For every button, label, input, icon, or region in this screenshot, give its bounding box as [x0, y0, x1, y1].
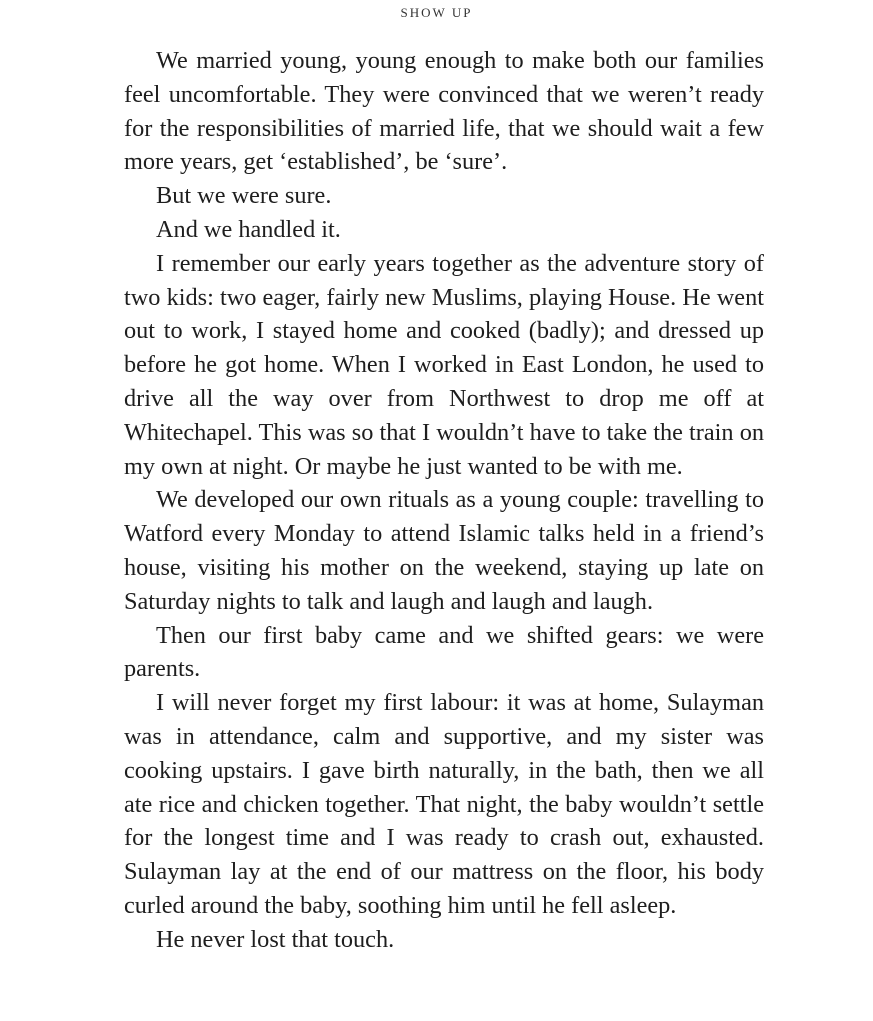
paragraph-6: Then our first baby came and we shifted gears: we were parents.: [124, 621, 764, 683]
paragraph-7: I will never forget my first labour: it was at home, Sulayman was in attendance, calm and supportive, and my sister was cooking upstairs. I gave birth naturally, in the bath, then we all ate rice and chicken together. That night, the baby wouldn’t settle for the longest time and I was ready to crash out, exhausted. Sulayman lay at the end of our mattress on the floor, his body curled around the baby, soothing him until he fell asleep.: [124, 689, 764, 919]
paragraph-2: But we were sure.: [156, 182, 332, 210]
paragraph-8: He never lost that touch.: [156, 925, 395, 953]
paragraph-5: We developed our own rituals as a young couple: travelling to Watford every Monday to attend Islamic talks held in a friend’s house, visiting his mother on the weekend, staying up late on Saturday nights to talk and laugh and laugh and laugh.: [124, 486, 764, 615]
paragraph-1: We married young, young enough to make both our families feel uncomfortable. They were convinced that we weren’t ready for the responsibilities of married life, that we should wait a few more years, get ‘established’, be ‘sure’.: [124, 47, 764, 176]
body-text: [124, 44, 764, 957]
running-head: SHOW UP: [400, 5, 473, 20]
paragraph-4: I remember our early years together as the adventure story of two kids: two eager, fairly new Muslims, playing House. He went out to work, I stayed home and cooked (badly); and dressed up before he got home. When I worked in East London, he used to drive all the way over from Northwest to drop me off at Whitechapel. This was so that I wouldn’t have to take the train on my own at night. Or maybe he just wanted to be with me.: [124, 249, 764, 480]
paragraph-3: And we handled it.: [156, 215, 341, 243]
